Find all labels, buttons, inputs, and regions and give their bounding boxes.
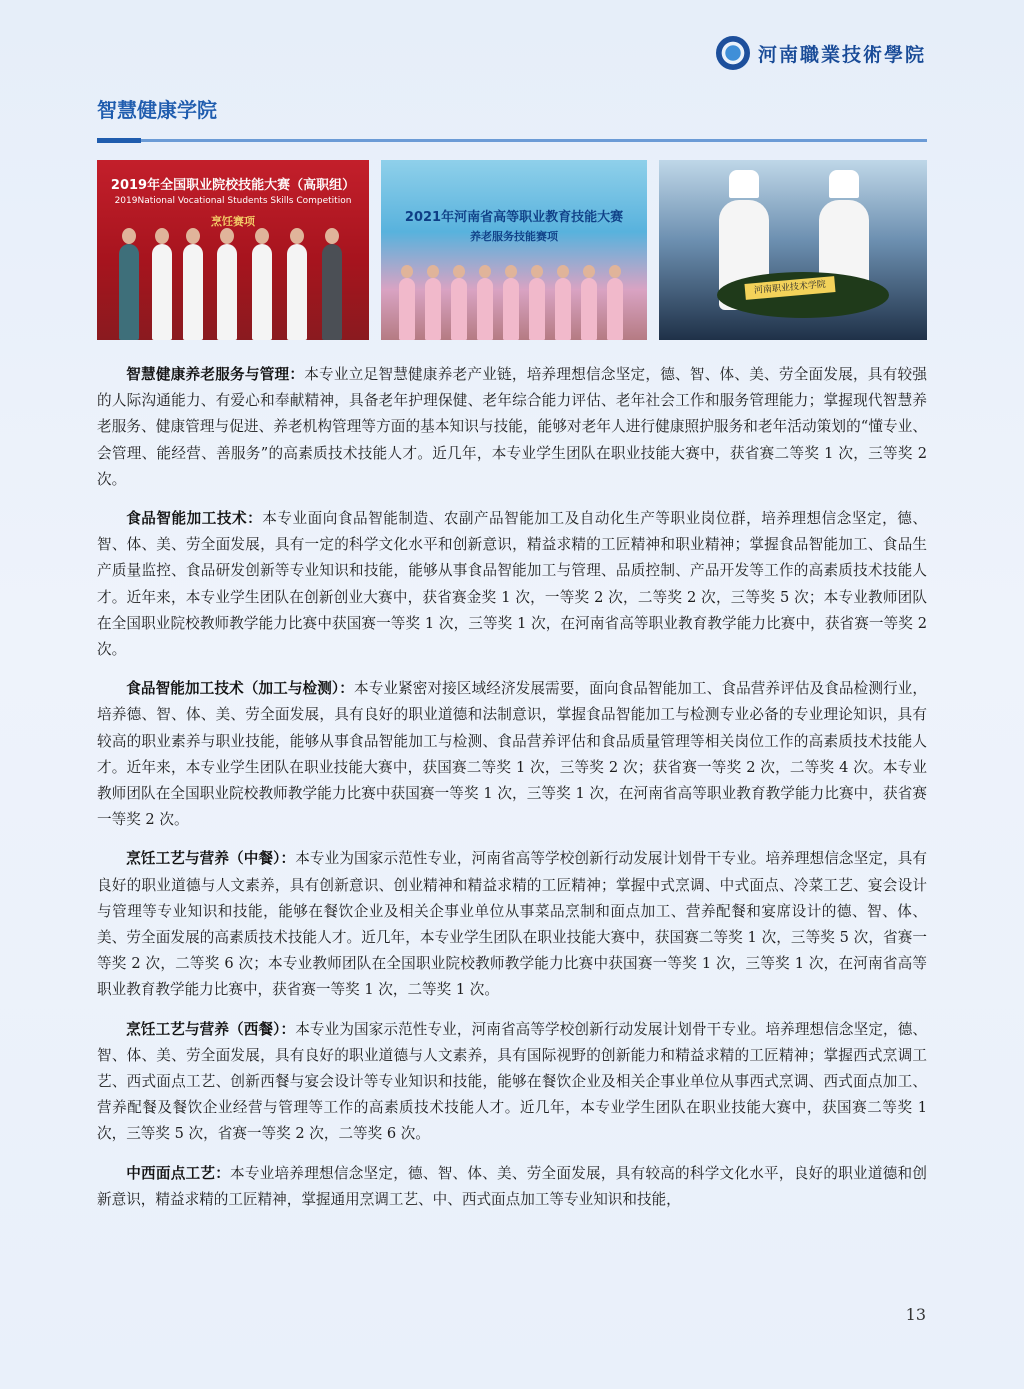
person-figure bbox=[529, 278, 545, 340]
person-figure bbox=[425, 278, 441, 340]
paragraph-title: 中西面点工艺： bbox=[126, 1164, 231, 1182]
photo-cooking-competition bbox=[97, 160, 369, 340]
person-figure bbox=[287, 244, 307, 340]
photo-banner-title: 2019年全国职业院校技能大赛（高职组） bbox=[110, 178, 356, 193]
person-figure bbox=[183, 244, 203, 340]
person-figure bbox=[477, 278, 493, 340]
section-title: 智慧健康学院 bbox=[97, 98, 217, 122]
paragraph-text: 本专业立足智慧健康养老产业链，培养理想信念坚定，德、智、体、美、劳全面发展，具有较强的人际沟通能力、有爱心和奉献精神，具备老年护理保健、老年综合能力评估、老年社会工作和服务管理能力；掌握现代智慧养老服务、健康管理与促进、养老机构管理等方面的基本知识与技能，能够对老年人进行健康照护服务和老年活动策划的“懂专业、会管理、能经营、善服务”的高素质技术技能人才。近几年，本专业学生团队在职业技能大赛中，获省赛二等奖 1 次，三等奖 2 次。 bbox=[97, 366, 927, 488]
person-figure bbox=[399, 278, 415, 340]
person-figure bbox=[152, 244, 172, 340]
paragraph-text: 本专业为国家示范性专业，河南省高等学校创新行动发展计划骨干专业。培养理想信念坚定，具有良好的职业道德与人文素养，具有创新意识、创业精神和精益求精的工匠精神；掌握中式烹调、中式面点、冷菜工艺、宴会设计与管理等专业知识和技能，能够在餐饮企业及相关企事业单位从事菜品烹制和面点加工、营养配餐和宴席设计的德、智、体、美、劳全面发展的高素质技术技能人才。近几年，本专业学生团队在职业技能大赛中，获国赛二等奖 1 次，三等奖 5 次，省赛一等奖 2 次，二等奖 6 次；本专业教师团队在全国职业院校教师教学能力比赛中获国赛一等奖 1 次，三等奖 1 次，在河南省高等职业教育教学能力比赛中，获省赛一等奖 1 次，二等奖 1 次。 bbox=[97, 850, 927, 999]
paragraph-text: 本专业紧密对接区域经济发展需要，面向食品智能加工、食品营养评估及食品检测行业，培养德、智、体、美、劳全面发展，具有良好的职业道德和法制意识，掌握食品智能加工与检测专业必备的专业理论知识，具有较高的职业素养与职业技能，能够从事食品智能加工与检测、食品营养评估和食品质量管理等相关岗位工作的高素质技术技能人才。近年来，本专业学生团队在职业技能大赛中，获国赛二等奖 1 次，三等奖 2 次；获省赛一等奖 2 次，二等奖 4 次。本专业教师团队在全国职业院校教师教学能力比赛中获国赛一等奖 1 次，三等奖 1 次，在河南省高等职业教育教学能力比赛中，获省赛一等奖 2 次。 bbox=[97, 680, 928, 829]
photo-strip bbox=[97, 160, 927, 340]
person-figure bbox=[119, 244, 139, 340]
paragraph-western-cuisine bbox=[97, 1017, 927, 1148]
plate-label: 河南职业技术学院 bbox=[744, 276, 835, 300]
paragraph-title: 烹饪工艺与营养（中餐）： bbox=[126, 850, 296, 868]
paragraph-title: 烹饪工艺与营养（西餐）： bbox=[126, 1020, 296, 1038]
person-figure bbox=[607, 278, 623, 340]
institution-logo bbox=[716, 36, 926, 70]
paragraph-smart-elderly-care bbox=[97, 362, 927, 493]
photo-banner-title: 2021年河南省高等职业教育技能大赛 bbox=[404, 210, 624, 225]
paragraph-title: 食品智能加工技术（加工与检测）： bbox=[126, 680, 355, 698]
person-figure bbox=[503, 278, 519, 340]
paragraph-text: 本专业培养理想信念坚定，德、智、体、美、劳全面发展，具有较高的科学文化水平，良好的职业道德和创新意识，精益求精的工匠精神，掌握通用烹调工艺、中、西式面点加工等专业知识和技能， bbox=[97, 1164, 927, 1208]
paragraph-food-processing-testing bbox=[97, 676, 927, 833]
person-figure bbox=[252, 244, 272, 340]
photo-chefs-food-carving bbox=[659, 160, 927, 340]
paragraph-text: 本专业面向食品智能制造、农副产品智能加工及自动化生产等职业岗位群，培养理想信念坚定，德、智、体、美、劳全面发展，具有一定的科学文化水平和创新意识，精益求精的工匠精神和职业精神；掌握食品智能加工、食品生产质量监控、食品研发创新等专业知识和技能，能够从事食品智能加工与管理、品质控制、产品开发等工作的高素质技术技能人才。近年来，本专业学生团队在创新创业大赛中，获省赛金奖 1 次，一等奖 2 次，二等奖 2 次，三等奖 5 次；本专业教师团队在全国职业院校教师教学能力比赛中获国赛一等奖 1 次，三等奖 1 次，在河南省高等职业教育教学能力比赛中，获省赛一等奖 2 次。 bbox=[97, 510, 927, 659]
paragraph-text: 本专业为国家示范性专业，河南省高等学校创新行动发展计划骨干专业。培养理想信念坚定，德、智、体、美、劳全面发展，具有良好的职业道德与人文素养，具有国际视野的创新能力和精益求精的工匠精神；掌握西式烹调工艺、西式面点工艺、创新西餐与宴会设计等专业知识和技能，能够在餐饮企业及相关企事业单位从事西式烹调、西式面点加工、营养配餐及餐饮企业经营与管理等工作的高素质技术技能人才。近几年，本专业学生团队在职业技能大赛中，获国赛二等奖 1 次，三等奖 5 次，省赛一等奖 2 次，二等奖 6 次。 bbox=[97, 1020, 927, 1143]
page-number: 13 bbox=[905, 1305, 926, 1324]
paragraph-title: 智慧健康养老服务与管理： bbox=[126, 366, 305, 383]
person-figure bbox=[451, 278, 467, 340]
person-figure bbox=[217, 244, 237, 340]
person-figure bbox=[581, 278, 597, 340]
title-divider bbox=[97, 139, 927, 142]
school-seal-icon bbox=[716, 36, 750, 70]
photo-banner-subtitle: 养老服务技能赛项 bbox=[470, 230, 558, 243]
photo-banner-event: 烹饪赛项 bbox=[211, 215, 255, 228]
article-body bbox=[97, 362, 927, 1226]
person-figure bbox=[322, 244, 342, 340]
paragraph-title: 食品智能加工技术： bbox=[126, 510, 263, 528]
photo-banner-subtitle: 2019National Vocational Students Skills Competition bbox=[114, 196, 352, 206]
paragraph-food-processing bbox=[97, 506, 927, 663]
paragraph-chinese-cuisine bbox=[97, 846, 927, 1003]
paragraph-pastry bbox=[97, 1161, 927, 1213]
photo-elderly-care-competition bbox=[381, 160, 647, 340]
person-figure bbox=[555, 278, 571, 340]
institution-name: 河南職業技術學院 bbox=[757, 43, 926, 66]
